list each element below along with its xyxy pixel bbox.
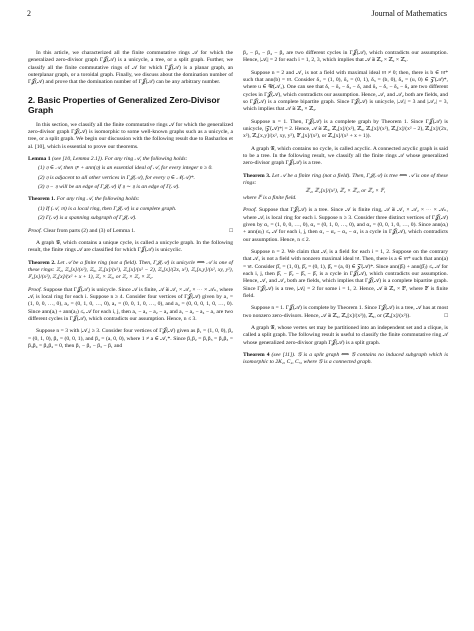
proof-1-label: Proof. [28,227,42,234]
page-number: 2 [27,9,31,18]
theorem-2 [28,260,233,282]
unicycle-paragraph: A graph 𝒢, which contains a unique cycle, is called a unicycle graph. In the following result, the finite rings 𝒜 are classified for which Γ𝒥(𝒜) is unicyclic. [28,239,233,254]
proof-1 [28,228,233,235]
proof-3-text: Suppose that Γ𝒥(𝒜) is a tree. Since 𝒜 is finite ring, 𝒜 ≅ 𝒜₁ × 𝒜₂ × ⋯ × 𝒜ₙ, where 𝒜ᵢ is local ring for each i. Suppose n ≥ 3. Consider three distinct vertices of Γ𝒥(𝒜) given by α₁ = (1, 0, 0, …, 0), α₂ = (0, 1, 0, …, 0), and α₃ = (0, 0, 1, 0, …, 0). Since ann(αᵢ) + ann(αⱼ) ≤ₑ 𝒜 for each i, j, then α₁ − α₂ − α₃ − α₁ is a cycle in Γ𝒥(𝒜), which contradicts our assumption. Hence, n ≤ 2. [243,207,448,243]
list-item: (2) Γ(𝒜) is a spanning subgraph of Γ𝒥(𝒜). [38,215,137,222]
case-n2-paragraph: Suppose n = 2 and 𝒜₁ is not a field with maximal ideal 𝔪 ≠ 0; then, there is b ∈ 𝔪* such that ann(b) = 𝔪. Consider δ₁ = (1, 0), δ₂ = (0, 1), δ₃ = (b, 0), δ₄ = (u, 0) ∈ 𝒵(𝒜)*, where u ∈ 𝒰(𝒜₁). One can see that δ₁ − δ₂ − δ₃ − δ₁ and δ₃ − δ₁ − δ₄ − δ₃ are two different cycles in Γ𝒥(𝒜), which contradicts our assumption. Hence, 𝒜₁ and 𝒜₂ both are fields, and so Γ𝒥(𝒜) is a complete bipartite graph. Since Γ𝒥(𝒜) is unicycle, |𝒜ᵢ| = 3 and |𝒜₂| = 3, which implies that 𝒜 ≅ ℤ₃ × ℤ₃. [243,69,448,113]
tree-paragraph: A graph 𝒢, which contains no cycle, is called acyclic. A connected acyclic graph is said to be a tree. In the following result, we classify all the finite rings 𝒜 whose generalized zero-divisor graph Γ𝒥(𝒜) is a tree. [243,145,448,167]
theorem-3-text: Let 𝒜 be a finite ring (not a field). Then, Γ𝒥(𝒜) is tree ⟺ 𝒜 is one of these rings: [243,172,448,187]
list-item: (1) If (𝒜, 𝔪) is a local ring, then Γ𝒥(𝒜) is a complete graph. [38,205,177,212]
theorem-2-head: Theorem 2. [28,259,56,266]
section-title: 2. Basic Properties of Generalized Zero-Divisor Graph [28,94,220,116]
theorem-1-intro: For any ring 𝒜, the following holds: [56,196,140,203]
journal-name: Journal of Mathematics [371,9,447,18]
running-header [27,9,447,21]
proof-2-text: Suppose that Γ𝒥(𝒜) is unicycle. Since 𝒜 is finite, 𝒜 ≅ 𝒜₁ × 𝒜₂ × ⋯ × 𝒜ₙ, where 𝒜ᵢ is local ring for each i. Suppose n ≥ 4. Consider four vertices of Γ𝒥(𝒜) given by a₁ = (1, 0, 0, …, 0), a₂ = (0, 1, 0, …, 0), a₃ = (0, 0, 1, 0, …, 0), and a₄ = (0, 0, 0, 1, 0, …, 0). Since ann(aᵢ) + ann(aⱼ) ≤ₑ 𝒜 for each i, j, then a₁ − a₃ − a₂ − a₄ and a₁ − a₂ − a₄ − a₁ are two different cycles in Γ𝒥(𝒜), which contradicts our assumption. Hence, n ≤ 3. [28,286,233,322]
theorem-4-head: Theorem 4 [243,352,270,359]
theorem-3-list: ℤ₄, ℤ₂[x]/(x²), ℤ₂ × ℤ₂, or ℤ₂ × 𝔽, [305,187,386,194]
theorem-4 [243,352,448,367]
theorem-3-tail: where 𝔽 is a finite field. [243,194,297,201]
theorem-1-head: Theorem 1. [28,196,56,203]
left-column [28,50,233,355]
proof-3-case-n1 [243,305,448,320]
case-paragraph: Suppose n = 3 with |𝒜₁| ≥ 3. Consider four vertices of Γ𝒥(𝒜) given as β₁ = (1, 0, 0), β₂ = (0, 1, 0), β₃ = (0, 0, 1), and β₄ = (a, 0, 0), where 1 ≠ a ∈ 𝒜₁*. Since β₁β₂ = β₁β₃ = β₂β₃ = β₃β₄ = β₂β₄ = 0, then β₁ − β₂ − β₃ − β₁ and [28,328,233,349]
lemma-1-items [28,165,233,191]
right-column [243,50,448,372]
lemma-1-intro: (see [10, Lemma 2.1]). For any ring 𝒜, the following holds: [51,156,188,163]
list-item: (1) 𝔶 ∈ 𝒜, then 𝔶ⁿ + ann(𝔶) is an essential ideal of 𝒜, for every integer n ≥ 0. [38,165,213,172]
proof-2 [28,287,233,324]
theorem-4-text: (see [11]). 𝒢 is a split graph ⟺ 𝒢 contains no induced subgraph which is isomorphic to 2K₂, C₄, C₅, where 𝒢 is a connected graph. [243,352,448,366]
split-paragraph: A graph 𝒢, whose vertex set may be partitioned into an independent set and a clique, is called a split graph. The following result is useful to classify the finite commutative ring 𝒜 whose generalized zero-divisor graph Γ𝒥(𝒜) is a split graph. [243,325,448,346]
qed-symbol: □ [444,312,448,319]
cont-paragraph: β₂ − β₃ − β₄ − β₂ are two different cycles in Γ𝒥(𝒜), which contradicts our assumption. Hence, |𝒜ᵢ| = 2 for each i = 1, 2, 3, which implies that 𝒜 ≅ ℤ₂ × ℤ₂ × ℤ₂. [243,50,448,64]
proof-1-text: Clear from parts (2) and (3) of Lemma 1. [43,227,136,234]
intro-paragraph: In this article, we characterized all the finite commutative rings 𝒜 for which the generalized zero-divisor graph Γ𝒥(𝒜) is a unicycle, a tree, or a split graph. Further, we classify all the finite commutative rings of 𝒜 for which Γ𝒥(𝒜) is a planar graph, an outerplanar graph, or a toroidal graph. Finally, we discuss about the domination number of Γ𝒥(𝒜) and prove that the domination number of Γ𝒥(𝒜) can be any arbitrary number. [28,50,233,86]
list-item: (2) 𝔶 is adjacent to all other vertices in Γ𝒥(𝒜), for every 𝔶 ∈ 𝒩(𝒜)*. [38,174,195,181]
lemma-1 [28,156,233,191]
proof-2-label: Proof. [28,286,42,293]
proof-3-case-n1-text: Suppose n = 1. Γ𝒥(𝒜) is complete by Theorem 1. Since Γ𝒥(𝒜) is a tree, 𝒜 has at most two nonzero zero-divisors. Hence, 𝒜 ≅ ℤ₄, ℤ₂[x]/(x²)), ℤ₉, or (ℤ₃[x]/(x²)). [243,305,448,319]
proof-3-case-n2: Suppose n = 2. We claim that 𝒜ᵢ is a field for each i = 1, 2. Suppose on the contrary that 𝒜₁ is not a field with nonzero maximal ideal 𝔪. Then, there is a ∈ 𝔪* such that ann(a) = 𝔪. Consider β̂₁ = (1, 0), β̂₂ = (0, 1), β̂₃ = (a, 0) ∈ 𝒵(𝒜)*. Since ann(β̂ᵢ) + ann(β̂ⱼ) ≤ₑ 𝒜 for each i, j, then β̂₁ − β̂₂ − β̂₃ − β̂₁ is a cycle in Γ𝒥(𝒜), which contradicts our assumption. Hence, 𝒜₁ and 𝒜₂ both are fields, which implies that Γ𝒥(𝒜) is a complete bipartite graph. Since Γ𝒥(𝒜) is a tree, |𝒜ᵢ| = 2 for some i = 1, 2. Hence, 𝒜 ≅ ℤ₂ × 𝔽, where 𝔽 is finite field. [243,248,448,299]
case-n1-paragraph: Suppose n = 1. Then, Γ𝒥(𝒜) is a complete graph by Theorem 1. Since Γ𝒥(𝒜) is unicycle, |𝒵(𝒜)*| = 2. Hence, 𝒜 ≅ ℤ₄, ℤ₂[x]/(x²), ℤ₉, ℤ₃[x]/(x²), ℤ₄[x]/(x² − 2), ℤ₄[x]/(2x, x²), ℤ₂[x,y]/(x², xy, y²), 𝔽₄[x]/(x²), or ℤ₄[x]/(x² + x + 1)). [243,118,448,140]
proof-3 [243,207,448,244]
theorem-3 [243,173,448,202]
theorem-2-text: Let 𝒜 be a finite ring (not a field). Then, Γ𝒥(𝒜) is unicycle ⟺ 𝒜 is one of these rings: ℤ₄, ℤ₂[x]/(x²), ℤ₉, ℤ₃[x]/(x²), ℤ₄[x]/(x² − 2), ℤ₄[x]/(2x, x²), ℤ₂[x,y]/(x², xy, y²), 𝔽₄[x]/(x²), ℤ₄[x]/(x² + x + 1), ℤ₂ × ℤ₃, or ℤ₂ × ℤ₂ × ℤ₂. [28,259,233,281]
theorem-1 [28,196,233,222]
theorem-1-items [28,206,233,223]
list-item: (3) 𝔶 − 𝔶 will be an edge of Γ𝒥(𝒜) if 𝔶 ∼ 𝔶 is an edge of Γ(𝒜). [38,184,180,191]
theorem-3-head: Theorem 3. [243,172,271,179]
proof-3-label: Proof. [243,207,257,214]
qed-symbol: □ [229,227,233,234]
lemma-1-head: Lemma 1 [28,156,51,163]
section-paragraph: In this section, we classify all the finite commutative rings 𝒜 for which the generalized zero-divisor graph Γ𝒥(𝒜) is isomorphic to some well-known graphs such as a unicycle, a tree, or a split graph. We begin our discussion with the following result due to Basharlou et al. [10], which is essential to prove our theorems. [28,121,233,150]
